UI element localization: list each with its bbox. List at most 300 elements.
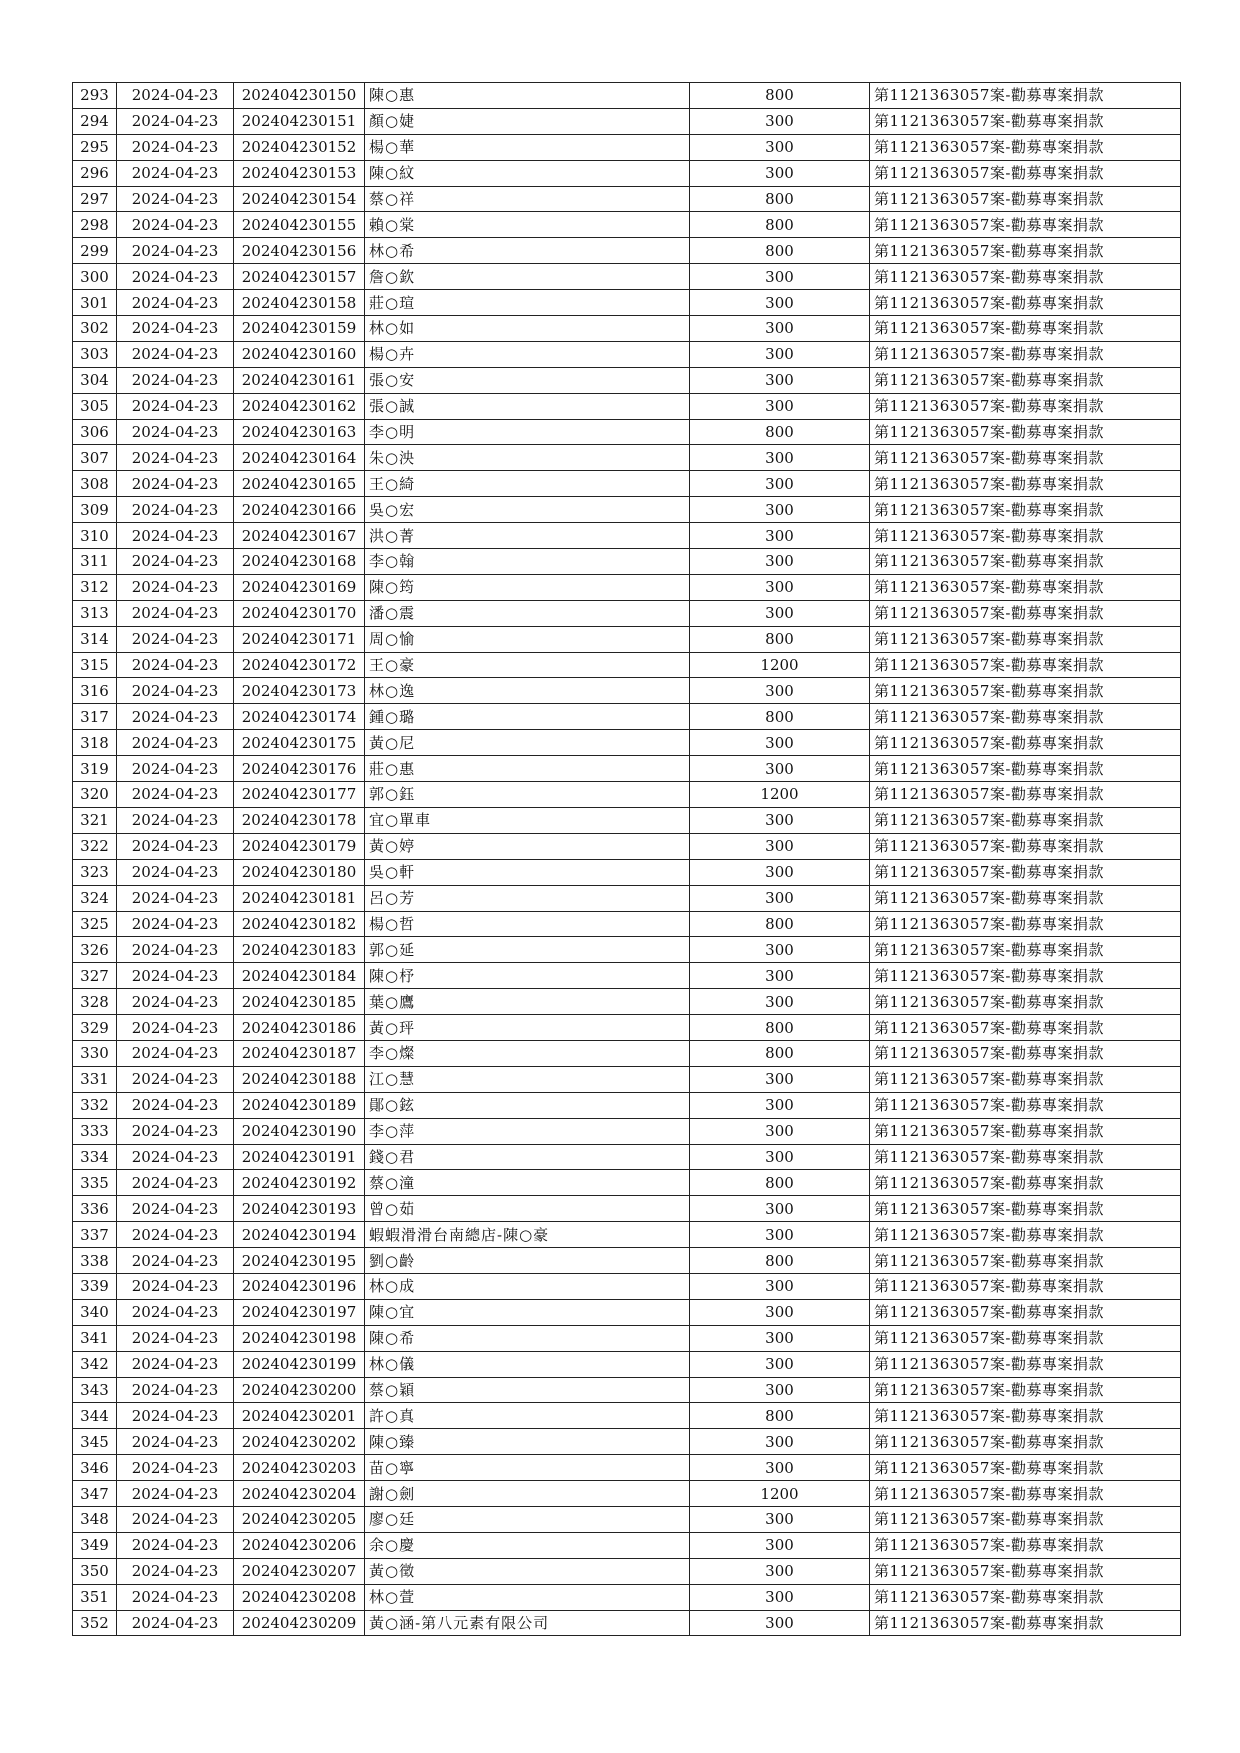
table-row [73,1066,1181,1092]
donation-date: 2024-04-23 [117,807,234,833]
donation-amount: 800 [690,1248,870,1274]
table-row [73,160,1181,186]
row-number: 345 [73,1429,117,1455]
donation-date: 2024-04-23 [117,1222,234,1248]
donation-date: 2024-04-23 [117,290,234,316]
table-row [73,807,1181,833]
receipt-number: 202404230192 [234,1170,365,1196]
donation-date: 2024-04-23 [117,1584,234,1610]
table-row [73,782,1181,808]
donation-amount: 300 [690,1092,870,1118]
donor-name: 陳○希 [365,1325,690,1351]
receipt-number: 202404230160 [234,341,365,367]
row-number: 347 [73,1481,117,1507]
row-number: 296 [73,160,117,186]
donation-date: 2024-04-23 [117,108,234,134]
row-number: 321 [73,807,117,833]
donation-amount: 300 [690,108,870,134]
receipt-number: 202404230161 [234,367,365,393]
donation-note: 第1121363057案-勸募專案捐款 [870,782,1181,808]
table-row [73,1506,1181,1532]
donation-date: 2024-04-23 [117,1066,234,1092]
row-number: 328 [73,989,117,1015]
table-row [73,1015,1181,1041]
donor-name: 林○萱 [365,1584,690,1610]
receipt-number: 202404230197 [234,1299,365,1325]
donor-name: 許○真 [365,1403,690,1429]
donation-amount: 300 [690,264,870,290]
donation-note: 第1121363057案-勸募專案捐款 [870,186,1181,212]
table-row [73,549,1181,575]
table-row [73,1403,1181,1429]
donation-note: 第1121363057案-勸募專案捐款 [870,108,1181,134]
donor-name: 郭○鈺 [365,782,690,808]
table-row [73,316,1181,342]
table-row [73,471,1181,497]
receipt-number: 202404230188 [234,1066,365,1092]
donation-amount: 300 [690,316,870,342]
donation-note: 第1121363057案-勸募專案捐款 [870,471,1181,497]
donation-note: 第1121363057案-勸募專案捐款 [870,1429,1181,1455]
donation-date: 2024-04-23 [117,212,234,238]
receipt-number: 202404230193 [234,1196,365,1222]
donation-amount: 300 [690,730,870,756]
donation-amount: 300 [690,549,870,575]
donation-note: 第1121363057案-勸募專案捐款 [870,1455,1181,1481]
donor-name: 蔡○潼 [365,1170,690,1196]
donation-amount: 300 [690,885,870,911]
donation-date: 2024-04-23 [117,1196,234,1222]
row-number: 330 [73,1040,117,1066]
receipt-number: 202404230165 [234,471,365,497]
donor-name: 張○誠 [365,393,690,419]
row-number: 346 [73,1455,117,1481]
receipt-number: 202404230184 [234,963,365,989]
receipt-number: 202404230166 [234,497,365,523]
donation-date: 2024-04-23 [117,1015,234,1041]
receipt-number: 202404230155 [234,212,365,238]
donation-date: 2024-04-23 [117,937,234,963]
donor-name: 王○綺 [365,471,690,497]
receipt-number: 202404230187 [234,1040,365,1066]
donation-date: 2024-04-23 [117,1377,234,1403]
receipt-number: 202404230182 [234,911,365,937]
table-row [73,1196,1181,1222]
donor-name: 李○燦 [365,1040,690,1066]
row-number: 308 [73,471,117,497]
table-row [73,756,1181,782]
donation-note: 第1121363057案-勸募專案捐款 [870,1584,1181,1610]
receipt-number: 202404230209 [234,1610,365,1636]
donation-amount: 800 [690,1040,870,1066]
donation-amount: 300 [690,1325,870,1351]
donation-date: 2024-04-23 [117,963,234,989]
donation-amount: 300 [690,1299,870,1325]
donation-amount: 300 [690,1144,870,1170]
donor-name: 賴○棠 [365,212,690,238]
donation-date: 2024-04-23 [117,1040,234,1066]
table-row [73,911,1181,937]
donor-name: 蝦蝦滑滑台南總店-陳○豪 [365,1222,690,1248]
donor-name: 陳○杼 [365,963,690,989]
donation-date: 2024-04-23 [117,652,234,678]
donor-name: 林○成 [365,1273,690,1299]
donation-amount: 300 [690,497,870,523]
row-number: 338 [73,1248,117,1274]
donor-name: 黃○尼 [365,730,690,756]
row-number: 309 [73,497,117,523]
receipt-number: 202404230208 [234,1584,365,1610]
donation-date: 2024-04-23 [117,264,234,290]
donation-date: 2024-04-23 [117,885,234,911]
row-number: 322 [73,833,117,859]
row-number: 337 [73,1222,117,1248]
donor-name: 李○翰 [365,549,690,575]
row-number: 299 [73,238,117,264]
receipt-number: 202404230206 [234,1532,365,1558]
row-number: 340 [73,1299,117,1325]
donation-note: 第1121363057案-勸募專案捐款 [870,238,1181,264]
donor-name: 廖○廷 [365,1506,690,1532]
donation-amount: 300 [690,1196,870,1222]
donation-note: 第1121363057案-勸募專案捐款 [870,393,1181,419]
donation-amount: 800 [690,186,870,212]
row-number: 294 [73,108,117,134]
donation-date: 2024-04-23 [117,341,234,367]
donation-date: 2024-04-23 [117,1118,234,1144]
receipt-number: 202404230171 [234,626,365,652]
donation-note: 第1121363057案-勸募專案捐款 [870,730,1181,756]
donor-name: 劉○齡 [365,1248,690,1274]
donation-date: 2024-04-23 [117,186,234,212]
row-number: 343 [73,1377,117,1403]
receipt-number: 202404230202 [234,1429,365,1455]
row-number: 295 [73,134,117,160]
table-row [73,290,1181,316]
donor-name: 潘○震 [365,600,690,626]
donation-amount: 800 [690,1170,870,1196]
donation-amount: 800 [690,1015,870,1041]
table-row [73,1429,1181,1455]
receipt-number: 202404230179 [234,833,365,859]
donor-name: 李○明 [365,419,690,445]
donation-note: 第1121363057案-勸募專案捐款 [870,1170,1181,1196]
donor-name: 宜○單車 [365,807,690,833]
table-row [73,833,1181,859]
row-number: 341 [73,1325,117,1351]
donation-amount: 300 [690,393,870,419]
donation-note: 第1121363057案-勸募專案捐款 [870,600,1181,626]
donation-note: 第1121363057案-勸募專案捐款 [870,83,1181,109]
row-number: 339 [73,1273,117,1299]
receipt-number: 202404230162 [234,393,365,419]
receipt-number: 202404230156 [234,238,365,264]
donation-amount: 1200 [690,652,870,678]
donation-note: 第1121363057案-勸募專案捐款 [870,1273,1181,1299]
donation-date: 2024-04-23 [117,1455,234,1481]
row-number: 323 [73,859,117,885]
donation-note: 第1121363057案-勸募專案捐款 [870,290,1181,316]
donation-date: 2024-04-23 [117,316,234,342]
donation-note: 第1121363057案-勸募專案捐款 [870,859,1181,885]
donation-note: 第1121363057案-勸募專案捐款 [870,963,1181,989]
donation-note: 第1121363057案-勸募專案捐款 [870,704,1181,730]
donation-note: 第1121363057案-勸募專案捐款 [870,833,1181,859]
table-row [73,1299,1181,1325]
donor-name: 吳○宏 [365,497,690,523]
donor-name: 楊○哲 [365,911,690,937]
donation-amount: 800 [690,911,870,937]
donation-amount: 300 [690,1377,870,1403]
row-number: 305 [73,393,117,419]
row-number: 304 [73,367,117,393]
donation-amount: 300 [690,1066,870,1092]
donation-note: 第1121363057案-勸募專案捐款 [870,1532,1181,1558]
donation-note: 第1121363057案-勸募專案捐款 [870,678,1181,704]
donation-amount: 300 [690,523,870,549]
donation-amount: 300 [690,963,870,989]
donation-note: 第1121363057案-勸募專案捐款 [870,1558,1181,1584]
row-number: 311 [73,549,117,575]
table-row [73,1377,1181,1403]
donation-date: 2024-04-23 [117,1144,234,1170]
row-number: 342 [73,1351,117,1377]
row-number: 333 [73,1118,117,1144]
table-row [73,1222,1181,1248]
table-row [73,574,1181,600]
row-number: 315 [73,652,117,678]
table-row [73,652,1181,678]
table-row [73,445,1181,471]
donation-date: 2024-04-23 [117,574,234,600]
donation-amount: 300 [690,807,870,833]
donation-note: 第1121363057案-勸募專案捐款 [870,1040,1181,1066]
donation-amount: 300 [690,1532,870,1558]
donation-note: 第1121363057案-勸募專案捐款 [870,1196,1181,1222]
donor-name: 洪○菁 [365,523,690,549]
donor-name: 郭○延 [365,937,690,963]
receipt-number: 202404230180 [234,859,365,885]
donation-amount: 300 [690,833,870,859]
donation-note: 第1121363057案-勸募專案捐款 [870,937,1181,963]
donation-note: 第1121363057案-勸募專案捐款 [870,1610,1181,1636]
table-row [73,1144,1181,1170]
donation-date: 2024-04-23 [117,1429,234,1455]
donation-note: 第1121363057案-勸募專案捐款 [870,264,1181,290]
receipt-number: 202404230173 [234,678,365,704]
donation-date: 2024-04-23 [117,1403,234,1429]
table-row [73,393,1181,419]
donation-amount: 300 [690,600,870,626]
row-number: 349 [73,1532,117,1558]
donation-note: 第1121363057案-勸募專案捐款 [870,989,1181,1015]
donation-date: 2024-04-23 [117,730,234,756]
table-row [73,885,1181,911]
donation-note: 第1121363057案-勸募專案捐款 [870,523,1181,549]
row-number: 310 [73,523,117,549]
donation-note: 第1121363057案-勸募專案捐款 [870,1299,1181,1325]
donation-note: 第1121363057案-勸募專案捐款 [870,212,1181,238]
row-number: 313 [73,600,117,626]
row-number: 336 [73,1196,117,1222]
receipt-number: 202404230176 [234,756,365,782]
row-number: 298 [73,212,117,238]
row-number: 306 [73,419,117,445]
receipt-number: 202404230194 [234,1222,365,1248]
donor-name: 曾○茹 [365,1196,690,1222]
donation-note: 第1121363057案-勸募專案捐款 [870,1066,1181,1092]
donor-name: 顏○婕 [365,108,690,134]
donor-name: 葉○鷹 [365,989,690,1015]
row-number: 332 [73,1092,117,1118]
donation-date: 2024-04-23 [117,1351,234,1377]
table-row [73,1455,1181,1481]
donor-name: 周○愉 [365,626,690,652]
donation-date: 2024-04-23 [117,782,234,808]
donation-note: 第1121363057案-勸募專案捐款 [870,1248,1181,1274]
donation-date: 2024-04-23 [117,1558,234,1584]
donation-amount: 300 [690,1222,870,1248]
table-row [73,730,1181,756]
row-number: 329 [73,1015,117,1041]
row-number: 320 [73,782,117,808]
receipt-number: 202404230198 [234,1325,365,1351]
receipt-number: 202404230181 [234,885,365,911]
receipt-number: 202404230200 [234,1377,365,1403]
donation-amount: 300 [690,1506,870,1532]
table-row [73,963,1181,989]
table-row [73,1351,1181,1377]
donation-date: 2024-04-23 [117,1170,234,1196]
row-number: 331 [73,1066,117,1092]
donation-amount: 800 [690,238,870,264]
receipt-number: 202404230151 [234,108,365,134]
donor-name: 黃○徵 [365,1558,690,1584]
donation-note: 第1121363057案-勸募專案捐款 [870,1092,1181,1118]
receipt-number: 202404230152 [234,134,365,160]
table-row [73,1325,1181,1351]
table-row [73,1273,1181,1299]
donation-note: 第1121363057案-勸募專案捐款 [870,1403,1181,1429]
table-row [73,704,1181,730]
donation-date: 2024-04-23 [117,471,234,497]
donation-note: 第1121363057案-勸募專案捐款 [870,1506,1181,1532]
donation-amount: 300 [690,445,870,471]
receipt-number: 202404230157 [234,264,365,290]
table-row [73,419,1181,445]
donor-name: 李○萍 [365,1118,690,1144]
table-row [73,859,1181,885]
donation-date: 2024-04-23 [117,678,234,704]
donation-date: 2024-04-23 [117,134,234,160]
donation-amount: 300 [690,1429,870,1455]
donor-name: 林○逸 [365,678,690,704]
donation-amount: 300 [690,678,870,704]
table-row [73,1558,1181,1584]
row-number: 314 [73,626,117,652]
donation-amount: 800 [690,1403,870,1429]
donor-name: 陳○筠 [365,574,690,600]
receipt-number: 202404230190 [234,1118,365,1144]
table-row [73,989,1181,1015]
row-number: 300 [73,264,117,290]
donor-name: 黃○涵-第八元素有限公司 [365,1610,690,1636]
donation-date: 2024-04-23 [117,1532,234,1558]
donation-amount: 800 [690,212,870,238]
donation-date: 2024-04-23 [117,1092,234,1118]
receipt-number: 202404230159 [234,316,365,342]
table-row [73,341,1181,367]
table-row [73,626,1181,652]
donation-date: 2024-04-23 [117,497,234,523]
donation-note: 第1121363057案-勸募專案捐款 [870,807,1181,833]
table-row [73,1481,1181,1507]
donation-note: 第1121363057案-勸募專案捐款 [870,160,1181,186]
donor-name: 張○安 [365,367,690,393]
receipt-number: 202404230186 [234,1015,365,1041]
donation-amount: 300 [690,574,870,600]
donation-amount: 1200 [690,1481,870,1507]
receipt-number: 202404230174 [234,704,365,730]
donation-amount: 300 [690,160,870,186]
table-row [73,1610,1181,1636]
row-number: 350 [73,1558,117,1584]
donation-date: 2024-04-23 [117,911,234,937]
donor-name: 陳○紋 [365,160,690,186]
donor-name: 朱○泱 [365,445,690,471]
donation-date: 2024-04-23 [117,1325,234,1351]
donation-note: 第1121363057案-勸募專案捐款 [870,1222,1181,1248]
row-number: 317 [73,704,117,730]
donation-amount: 300 [690,341,870,367]
donor-name: 林○儀 [365,1351,690,1377]
donation-date: 2024-04-23 [117,549,234,575]
donation-amount: 300 [690,367,870,393]
table-row [73,1092,1181,1118]
table-row [73,678,1181,704]
donation-note: 第1121363057案-勸募專案捐款 [870,1481,1181,1507]
donor-name: 陳○臻 [365,1429,690,1455]
donation-note: 第1121363057案-勸募專案捐款 [870,497,1181,523]
donation-date: 2024-04-23 [117,1248,234,1274]
table-row [73,186,1181,212]
receipt-number: 202404230163 [234,419,365,445]
receipt-number: 202404230153 [234,160,365,186]
donation-amount: 300 [690,1610,870,1636]
donation-date: 2024-04-23 [117,419,234,445]
donation-note: 第1121363057案-勸募專案捐款 [870,1325,1181,1351]
donation-note: 第1121363057案-勸募專案捐款 [870,911,1181,937]
row-number: 316 [73,678,117,704]
receipt-number: 202404230204 [234,1481,365,1507]
donor-name: 余○慶 [365,1532,690,1558]
table-row [73,1040,1181,1066]
receipt-number: 202404230154 [234,186,365,212]
donation-note: 第1121363057案-勸募專案捐款 [870,549,1181,575]
donor-name: 鍾○璐 [365,704,690,730]
receipt-number: 202404230196 [234,1273,365,1299]
receipt-number: 202404230185 [234,989,365,1015]
donation-amount: 300 [690,937,870,963]
table-row [73,264,1181,290]
receipt-number: 202404230170 [234,600,365,626]
row-number: 335 [73,1170,117,1196]
receipt-number: 202404230158 [234,290,365,316]
table-row [73,523,1181,549]
receipt-number: 202404230203 [234,1455,365,1481]
row-number: 318 [73,730,117,756]
donation-date: 2024-04-23 [117,83,234,109]
